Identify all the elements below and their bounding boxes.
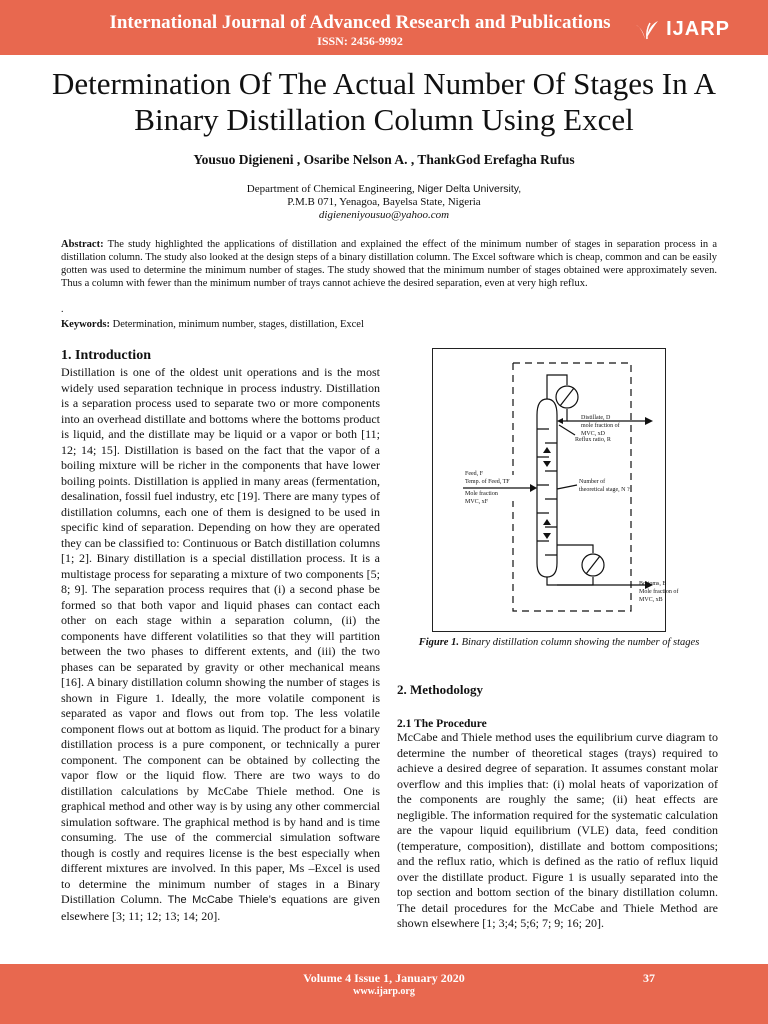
paper-authors: Yousuo Digieneni , Osaribe Nelson A. , ThankGod Erefagha Rufus — [193, 152, 575, 167]
volume-issue: Volume 4 Issue 1, January 2020 — [303, 971, 465, 985]
figure-1-distillation-diagram — [432, 348, 679, 632]
label-feed-4: MVC, xF — [465, 499, 489, 505]
label-bottoms-1: Bottoms, B — [639, 581, 667, 587]
keywords — [61, 319, 717, 330]
introduction-text-end: equations are given elsewhere [3; 11; 12; 13; 14; 20]. — [61, 892, 380, 923]
label-stages-2: theoretical stage, N ? — [579, 487, 630, 493]
journal-issn: ISSN: 2456-9992 — [317, 34, 403, 48]
affiliation-line-1 — [30, 183, 738, 196]
column-body — [537, 399, 557, 577]
introduction-text-sans: The McCabe Thiele’s — [167, 894, 277, 906]
abstract-text: The study highlighted the applications of distillation and explained the effect of the minimum number of stages in separation process in a distillation column. The study also looked at the design steps of a binary distillation column. The Excel software which is cheap, common and can be easily gotten was used to determine the minimum number of stages. The study showed that the minimum number of stages obtained were approximately seven. Thus a column with fewer than the minimum number of trays cannot achieve the desired separation, even at very high reflux. — [61, 239, 717, 289]
condenser-slash — [560, 388, 574, 406]
paper-title: Determination Of The Actual Number Of Stages In A Binary Distillation Column Using Excel — [51, 66, 717, 137]
reflux-arrow — [557, 418, 563, 424]
methodology-heading: 2. Methodology — [397, 682, 483, 697]
caption-text: Binary distillation column showing the number of stages — [458, 637, 700, 648]
journal-logo — [634, 18, 730, 41]
label-feed-1: Feed, F — [465, 471, 483, 477]
feed-arrow — [530, 484, 537, 492]
reboiler-feed-line — [557, 545, 593, 553]
keywords-label: Keywords: — [61, 319, 110, 330]
right-column — [397, 682, 718, 932]
journal-name: International Journal of Advanced Research and Publications — [109, 12, 611, 33]
reboiler-slash — [586, 556, 600, 574]
label-distillate-2: mole fraction of — [581, 423, 620, 429]
label-feed-2: Temp. of Feed, TF — [465, 479, 510, 485]
liquid-down-arrow-2 — [543, 533, 551, 539]
abstract-label: Abstract: — [61, 239, 104, 250]
vapor-up-arrow-1 — [543, 447, 551, 453]
distillation-column-diagram — [433, 349, 679, 631]
introduction-heading: 1. Introduction — [61, 348, 151, 363]
left-column — [61, 348, 380, 924]
journal-footer-band — [0, 964, 768, 1024]
label-bottoms-2: Mole fraction of — [639, 589, 679, 595]
vapor-up-arrow-2 — [543, 519, 551, 525]
introduction-text: Distillation is one of the oldest unit operations and is the most widely used separation technique in process industry. Distillation is a separation process used to separate two or more components into an overhead distillate and bottoms where the bottoms product is liquid, and the distillate may be liquid or a vapor or both [11; 12; 14; 15]. Distillation is based on the fact that the vapor of a boiling mixture will be richer in the components that have lower boiling points. Distillation is applied in many areas (fermentation, desalination, fossil fuel industry, etc [19]. There are many types of distillation columns, each one of them is designed to be used in specific kind of separation. Depending on how they are operated they can be classified to: Continuous or Batch distillation columns [1; 2]. Binary distillation is a special distillation process. It is a multistage process for separating a mixture of two components [5; 8; 9]. The separation process requires that (i) a second phase be formed so that both vapor and liquid phases can contact each other on each stage within a separation column, (ii) the components have different volatilities so that they will partition between the two phases to different extents, and (iii) the two phases can be separated by gravity or other mechanical means [16]. A binary distillation column showing the number of stages is shown in Figure 1. Ideally, the more volatile component is separated as vapor and flows out from top. The less volatile component flows out at bottom as liquid. The product for a binary distillation process is a pure component, or technically a purer component. The component can be obtained by collecting the vapor flow or the liquid flow. There are two ways to do distillation calculations by McCabe Thiele method. One is graphical method and other way is by using any other commercial simulation software. The graphical method is by hand and is time consuming. The use of the commercial simulation software though is costly and requires license is the best especially when different mixtures are involved. In this paper, Ms –Excel is used to determine the minimum number of stages in a Binary Distillation Column. — [61, 365, 380, 906]
author-email: digieneniyousuo@yahoo.com — [318, 209, 450, 221]
liquid-down-arrow-1 — [543, 461, 551, 467]
distillate-arrow — [645, 417, 653, 425]
keywords-text: Determination, minimum number, stages, distillation, Excel — [110, 319, 364, 330]
methodology-paragraph: McCabe and Thiele method uses the equilibrium curve diagram to determine the number of theoretical stages (trays) required to achieve a desired degree of separation. It assumes constant molar overflow and this implies that: (i) molal heats of vaporization of the components are roughly the same; (ii) heat effects are negligible. The information required for the systematic calculation are the vapour liquid equilibrium (VLE) data, feed condition (temperature, composition), distillate and bottom compositions; and the reflux ratio, which is defined as the ratio of reflux liquid over the distillate product. Figure 1 is usually separated into the top section and bottom section of the binary distillation column. The detail procedures for the McCabe and Thiele Method are shown elsewhere [1; 3;4; 5;6; 7; 9; 16; 20]. — [397, 730, 718, 930]
label-distillate-3: MVC, xD — [581, 431, 606, 437]
label-reflux: Reflux ratio, R — [575, 437, 611, 443]
author-affiliation — [30, 183, 738, 222]
label-bottoms-3: MVC, xB — [639, 597, 663, 603]
stray-dot: . — [61, 304, 64, 315]
logo-text: IJARP — [666, 18, 730, 40]
leaf-logo-icon — [634, 19, 660, 41]
affiliation-department: Department of Chemical Engineering, — [246, 183, 418, 195]
affiliation-university: Niger Delta University, — [417, 183, 522, 195]
label-distillate: Distillate, D — [581, 415, 611, 421]
caption-label: Figure 1. — [418, 637, 459, 648]
abstract — [61, 238, 717, 290]
page-number: 37 — [643, 971, 655, 985]
stages-pointer — [557, 485, 577, 489]
reflux-pointer — [559, 425, 575, 435]
reboiler-return-line — [547, 577, 593, 585]
label-feed-3: Mole fraction — [465, 491, 498, 497]
journal-url[interactable]: www.ijarp.org — [353, 986, 415, 997]
affiliation-address: P.M.B 071, Yenagoa, Bayelsa State, Nigeria — [287, 196, 481, 208]
label-stages-1: Number of — [579, 479, 606, 485]
journal-header-band — [0, 0, 768, 55]
procedure-subheading: 2.1 The Procedure — [397, 718, 487, 730]
figure-1-caption — [400, 636, 718, 649]
introduction-paragraph — [61, 365, 380, 924]
